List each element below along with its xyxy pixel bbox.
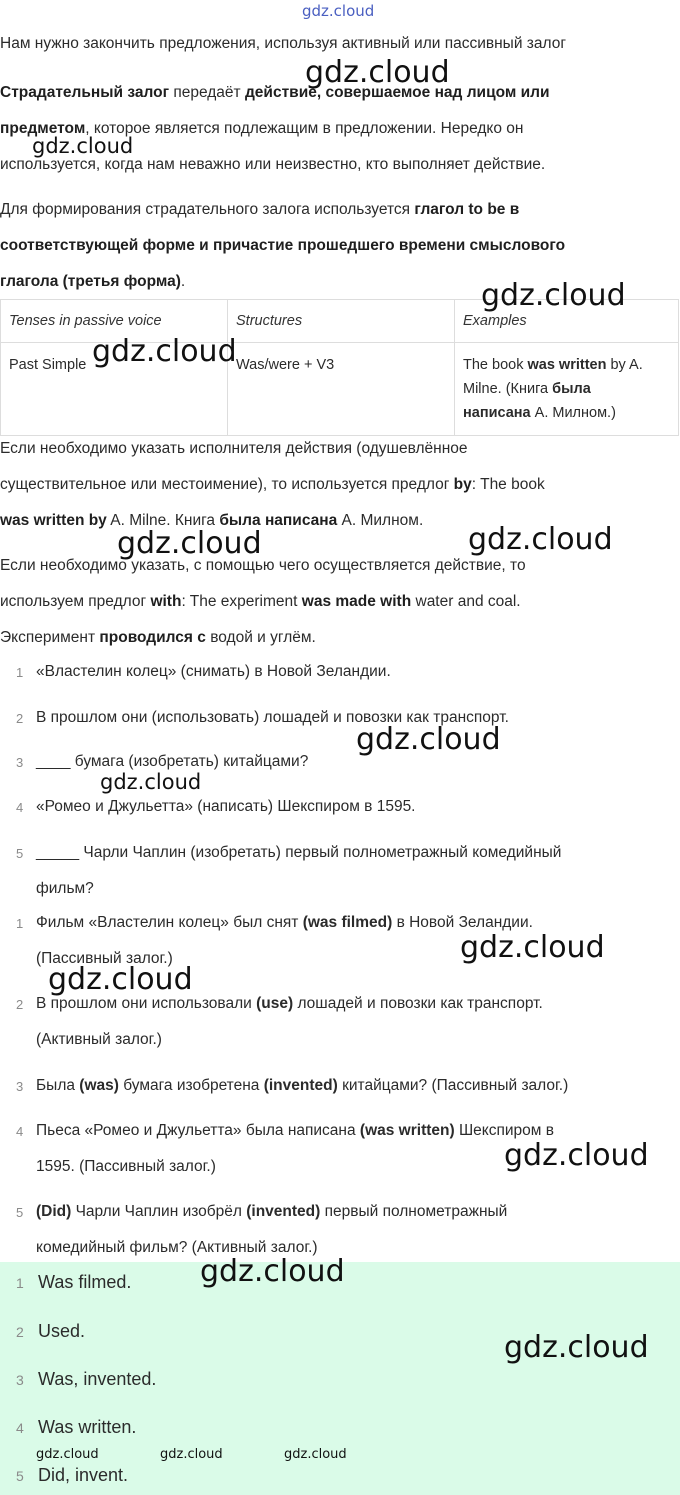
watermark: gdz.cloud [504, 1330, 649, 1365]
text: китайцами? (Пассивный залог.) [337, 1077, 569, 1094]
solution-text [36, 1077, 676, 1095]
text: первый полнометражный [320, 1203, 508, 1220]
watermark: gdz.cloud [36, 1447, 99, 1462]
solution-text: комедийный фильм? (Активный залог.) [36, 1239, 318, 1256]
text: Эксперимент [0, 629, 100, 646]
term-bold: was written [527, 357, 607, 373]
watermark: gdz.cloud [284, 1447, 347, 1462]
list-text: В прошлом они (использовать) лошадей и повозки как транспорт. [36, 709, 509, 726]
term-bold: была [552, 381, 591, 397]
term-bold: (use) [256, 995, 294, 1012]
watermark: gdz.cloud [481, 278, 626, 313]
text: бумага изобретена [118, 1077, 264, 1094]
list-number: 2 [16, 1324, 24, 1340]
text: , которое является подлежащим в предложении. Нередко он [85, 120, 524, 137]
text: используем предлог [0, 593, 151, 610]
watermark: gdz.cloud [48, 962, 193, 997]
term-bold: глагол to be в [414, 201, 520, 218]
text: передаёт [169, 84, 245, 101]
answer-text: Was filmed. [38, 1272, 132, 1292]
watermark: gdz.cloud [460, 930, 605, 965]
text: : The experiment [181, 593, 302, 610]
watermark: gdz.cloud [160, 1447, 223, 1462]
list-text: фильм? [36, 880, 94, 897]
term-bold: (was written) [359, 1122, 455, 1139]
list-number: 2 [16, 997, 24, 1012]
term-bold: (invented) [263, 1077, 338, 1094]
text: : The book [471, 476, 545, 493]
list-number: 5 [16, 1205, 24, 1220]
text: А. Милном.) [530, 405, 616, 421]
watermark: gdz.cloud [32, 134, 134, 158]
watermark: gdz.cloud [305, 55, 450, 90]
term-bold: by [453, 476, 472, 493]
text: Milne. (Книга [463, 381, 553, 397]
text: Шекспиром в [454, 1122, 554, 1139]
list-number: 2 [16, 711, 24, 726]
term-bold: (was) [79, 1077, 119, 1094]
term-bold: действие, совершаемое над лицом или [244, 84, 550, 101]
note-line [0, 476, 680, 494]
list-number: 1 [16, 665, 24, 680]
note-line [0, 629, 680, 647]
answer-text: Was written. [38, 1417, 137, 1437]
term-bold: глагола (третья форма) [0, 273, 181, 290]
list-text: ____ бумага (изобретать) китайцами? [36, 753, 309, 770]
watermark: gdz.cloud [200, 1254, 345, 1289]
text: . [180, 273, 186, 290]
term-bold: was written by [0, 512, 107, 529]
solution-text [36, 995, 676, 1013]
list-number: 4 [16, 800, 24, 815]
text: существительное или местоимение), то используется предлог [0, 476, 454, 493]
term-bold: (Did) [36, 1203, 72, 1220]
text: В прошлом они использовали [36, 995, 257, 1012]
answer-text: Did, invent. [38, 1465, 129, 1485]
table-cell-structure: Was/were + V3 [228, 343, 455, 436]
term-bold: with [150, 593, 182, 610]
term-bold: была написана [219, 512, 338, 529]
list-number: 3 [16, 1079, 24, 1094]
watermark: gdz.cloud [302, 2, 375, 20]
watermark: gdz.cloud [504, 1138, 649, 1173]
table-header: Tenses in passive voice [1, 300, 228, 343]
term-bold: написана [463, 405, 531, 421]
text: Пьеса «Ромео и Джульетта» была написана [36, 1122, 360, 1139]
solution-text [36, 1203, 676, 1221]
text: by A. [606, 357, 643, 373]
watermark: gdz.cloud [100, 770, 202, 794]
term-bold: Страдательный залог [0, 84, 170, 101]
note-line [0, 593, 680, 611]
text: в Новой Зеландии. [392, 914, 533, 931]
list-text: «Ромео и Джульетта» (написать) Шекспиром в 1595. [36, 798, 416, 815]
list-number: 1 [16, 1275, 24, 1291]
watermark: gdz.cloud [92, 334, 237, 369]
definition-line: используется, когда нам неважно или неизвестно, кто выполняет действие. [0, 156, 546, 173]
watermark: gdz.cloud [117, 526, 262, 561]
term-bold: соответствующей форме и причастие прошедшего времени смыслового [0, 237, 566, 254]
text: Фильм «Властелин колец» был снят [36, 914, 303, 931]
term-bold: проводился с [99, 629, 206, 646]
task-statement: Нам нужно закончить предложения, используя активный или пассивный залог [0, 35, 567, 52]
list-text: _____ Чарли Чаплин (изобретать) первый полнометражный комедийный [36, 844, 562, 861]
answer-text: Was, invented. [38, 1369, 157, 1389]
text: water and coal. [411, 593, 521, 610]
formation-line [0, 201, 680, 219]
table-cell-example [455, 343, 679, 436]
text: Для формирования страдательного залога используется [0, 201, 415, 218]
note-line: Если необходимо указать исполнителя действия (одушевлённое [0, 440, 468, 457]
table-header: Structures [228, 300, 455, 343]
table-cell-tense: Past Simple [1, 343, 228, 436]
term-bold: (was filmed) [302, 914, 393, 931]
table-header: Examples [455, 300, 679, 343]
list-number: 3 [16, 755, 24, 770]
text: The book [463, 357, 528, 373]
list-number: 5 [16, 846, 24, 861]
solution-text: (Пассивный залог.) [36, 950, 173, 967]
watermark: gdz.cloud [468, 522, 613, 557]
text: Была [36, 1077, 80, 1094]
list-number: 5 [16, 1468, 24, 1484]
text: А. Милном. [337, 512, 424, 529]
term-bold: was made with [301, 593, 412, 610]
list-number: 4 [16, 1420, 24, 1436]
solution-text: 1595. (Пассивный залог.) [36, 1158, 216, 1175]
term-bold: (invented) [246, 1203, 321, 1220]
text: водой и углём. [205, 629, 316, 646]
answer-text: Used. [38, 1321, 86, 1341]
note-line: Если необходимо указать, с помощью чего осуществляется действие, то [0, 557, 526, 574]
list-number: 3 [16, 1372, 24, 1388]
text: A. Milne. Книга [106, 512, 220, 529]
term-bold: предметом [0, 120, 86, 137]
text: Чарли Чаплин изобрёл [71, 1203, 247, 1220]
formation-line [0, 237, 680, 255]
list-number: 1 [16, 916, 24, 931]
solution-text: (Активный залог.) [36, 1031, 162, 1048]
list-text: «Властелин колец» (снимать) в Новой Зеландии. [36, 663, 391, 680]
watermark: gdz.cloud [356, 722, 501, 757]
list-number: 4 [16, 1124, 24, 1139]
text: лошадей и повозки как транспорт. [293, 995, 543, 1012]
